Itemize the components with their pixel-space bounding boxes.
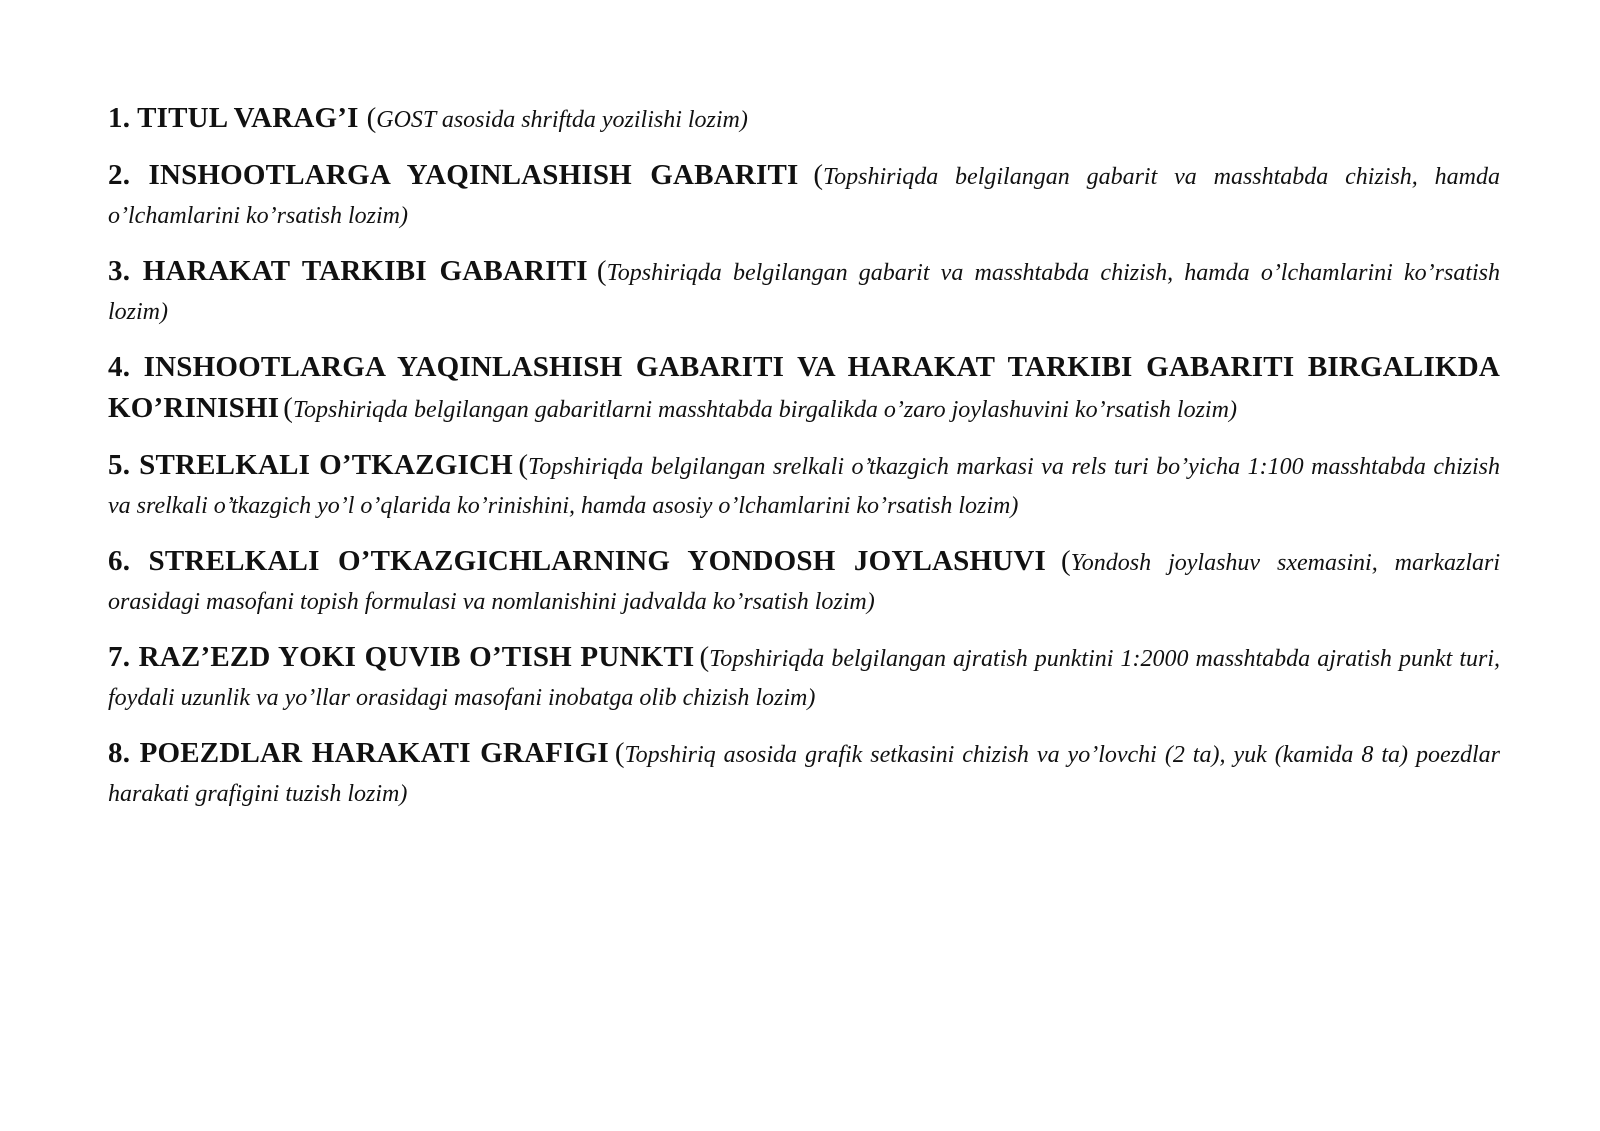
list-item-8: 8. POEZDLAR HARAKATI GRAFIGI (Topshiriq asosida grafik setkasini chizish va yo’lovchi (2 ta), yuk (kamida 8 ta) poezdlar harakati grafigini tuzish lozim) [108,737,1500,807]
item-description: Topshiriqda belgilangan gabarit va masshtabda chizish, hamda o’lchamlarini ko’rsatish lozim [108,260,1500,325]
list-item-1: 1. TITUL VARAG’I (GOST asosida shriftda yozilishi lozim) [108,102,748,134]
list-item-2: 2. INSHOOTLARGA YAQINLASHISH GABARITI (Topshiriqda belgilangan gabarit va masshtabda chizish, hamda o’lchamlarini ko’rsatish lozim) [108,159,1501,229]
list-item-7: 7. RAZ’EZD YOKI QUVIB O’TISH PUNKTI (Topshiriqda belgilangan ajratish punktini 1:2000 masshtabda ajratish punkt turi, foydali uzunlik va yo’llar orasidagi masofani inobatga olib chizish lozim) [108,641,1500,711]
item-description: Topshiriq asosida grafik setkasini chizish va yo’lovchi (2 ta), yuk (kamida 8 ta) poezdlar harakati grafigini tuzish lozim [108,742,1500,807]
item-heading: 3. HARAKAT TARKIBI GABARITI [108,255,588,287]
list-item-3: 3. HARAKAT TARKIBI GABARITI (Topshiriqda belgilangan gabarit va masshtabda chizish, hamda o’lchamlarini ko’rsatish lozim) [108,255,1500,325]
item-heading: 1. TITUL VARAG’I [108,102,359,134]
item-heading: 2. INSHOOTLARGA YAQINLASHISH GABARITI [108,159,799,191]
item-description: Topshiriqda belgilangan gabaritlarni masshtabda birgalikda o’zaro joylashuvini ko’rsatish lozim [292,397,1229,423]
item-heading: 4. INSHOOTLARGA YAQINLASHISH GABARITI VA HARAKAT TARKIBI GABARITI BIRGALIKDA KO’RINISHI [108,351,1500,424]
list-item-6: 6. STRELKALI O’TKAZGICHLARNING YONDOSH JOYLASHUVI (Yondosh joylashuv sxemasini, markazlari orasidagi masofani topish formulasi va nomlanishini jadvalda ko’rsatish lozim) [108,545,1500,615]
item-heading: 5. STRELKALI O’TKAZGICH [108,449,513,481]
item-heading: 8. POEZDLAR HARAKATI GRAFIGI [108,737,609,769]
document-page [108,100,1500,831]
item-description: GOST asosida shriftda yozilishi lozim [376,107,740,133]
list-item-4: 4. INSHOOTLARGA YAQINLASHISH GABARITI VA HARAKAT TARKIBI GABARITI BIRGALIKDA KO’RINISHI (Topshiriqda belgilangan gabaritlarni masshtabda birgalikda o’zaro joylashuvini ko’rsatish lozim) [108,351,1500,424]
list-item-5: 5. STRELKALI O’TKAZGICH (Topshiriqda belgilangan srelkali o’tkazgich markasi va rels turi bo’yicha 1:100 masshtabda chizish va srelkali o’tkazgich yo’l o’qlarida ko’rinishini, hamda asosiy o’lchamlarini ko’rsatish lozim) [108,449,1500,519]
item-heading: 7. RAZ’EZD YOKI QUVIB O’TISH PUNKTI [108,641,695,673]
item-description: Topshiriqda belgilangan gabarit va masshtabda chizish, hamda o’lchamlarini ko’rsatish lozim [108,164,1501,229]
item-description: Yondosh joylashuv sxemasini, markazlari orasidagi masofani topish formulasi va nomlanishini jadvalda ko’rsatish lozim [108,550,1500,615]
item-description: Topshiriqda belgilangan ajratish punktini 1:2000 masshtabda ajratish punkt turi, foydali uzunlik va yo’llar orasidagi masofani inobatga olib chizish lozim [108,646,1500,711]
item-heading: 6. STRELKALI O’TKAZGICHLARNING YONDOSH JOYLASHUVI [108,545,1047,577]
item-description: Topshiriqda belgilangan srelkali o’tkazgich markasi va rels turi bo’yicha 1:100 masshtabda chizish va srelkali o’tkazgich yo’l o’qlarida ko’rinishini, hamda asosiy o’lchamlarini ko’rsatish lozim [108,454,1500,519]
